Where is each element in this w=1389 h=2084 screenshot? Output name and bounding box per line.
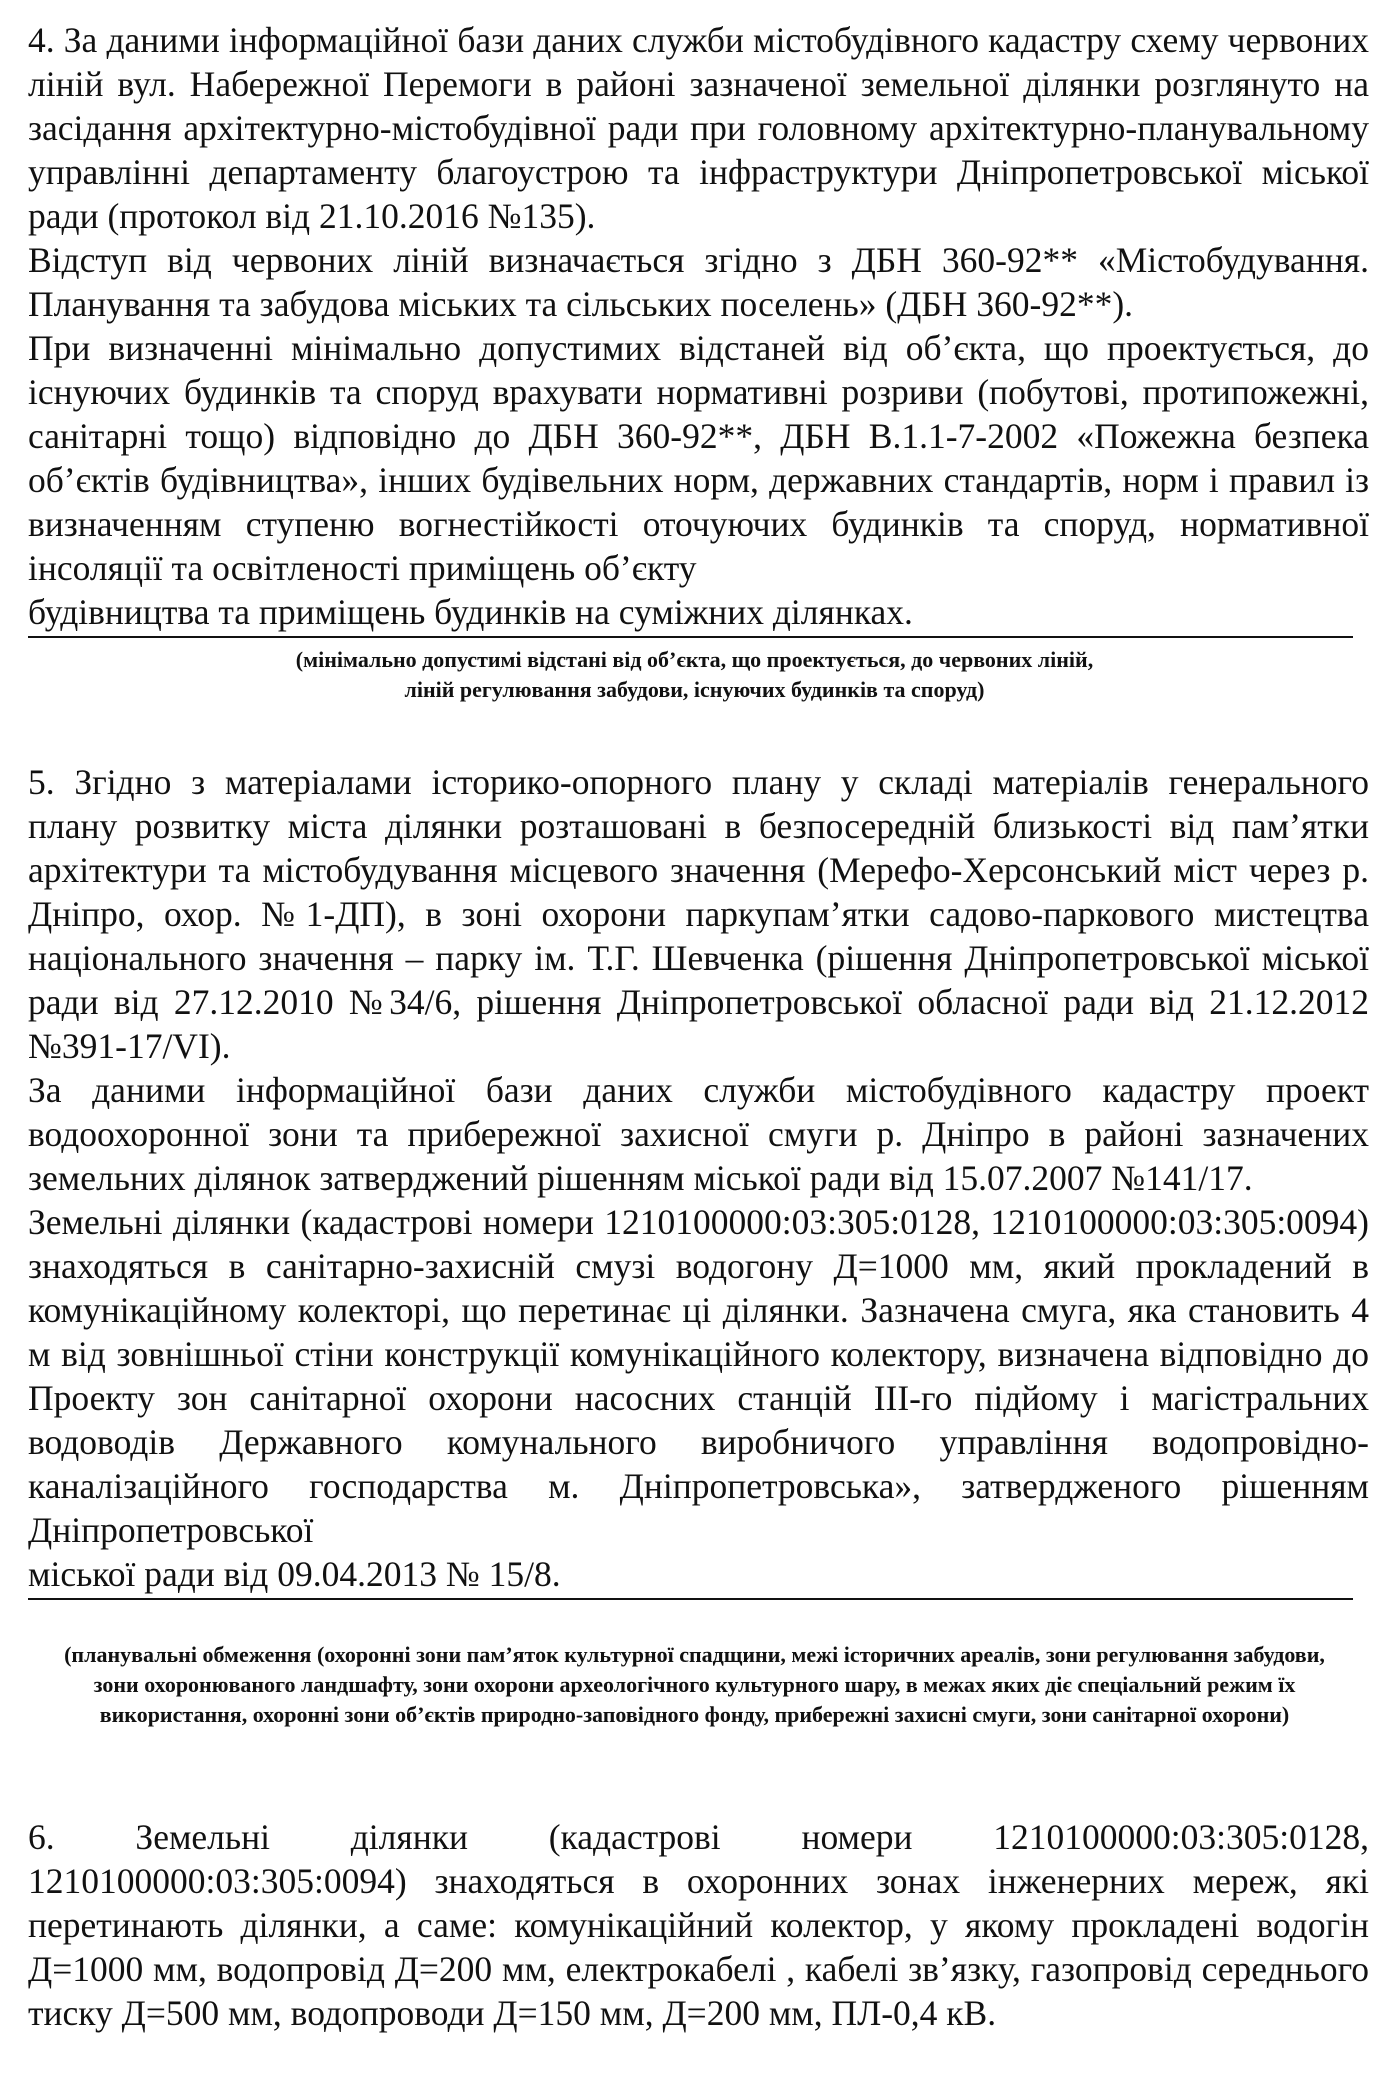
- section-4-caption-line-2: ліній регулювання забудови, існуючих будинків та споруд): [404, 677, 985, 702]
- section-4: [28, 18, 1369, 638]
- section-4-underlined-last-line: будівництва та приміщень будинків на суміжних ділянках.: [28, 590, 1353, 638]
- section-4-caption: [60, 645, 1329, 705]
- section-5-paragraph-2: За даними інформаційної бази даних служби містобудівного кадастру проект водоохоронної зони та прибережної захисної смуги р. Дніпро в районі зазначених земельних ділянок затверджений рішенням міської ради від 15.07.2007 №141/17.: [28, 1070, 1369, 1198]
- section-6: [28, 1815, 1369, 2035]
- section-5-caption: (планувальні обмеження (охоронні зони пам’яток культурної спадщини, межі історичних ареалів, зони регулювання забудови, зони охоронюваного ландшафту, зони охорони археологічного культурного шару, в межах яких діє спеціальний режим їх використання, охоронні зони об’єктів природно-заповідного фонду, прибережні захисні смуги, зони санітарної охорони): [64, 1642, 1325, 1727]
- section-4-paragraph-2: Відступ від червоних ліній визначається згідно з ДБН 360-92** «Містобудування. Планування та забудова міських та сільських поселень» (ДБН 360-92**).: [28, 240, 1369, 324]
- section-4-paragraph-1: 4. За даними інформаційної бази даних служби містобудівного кадастру схему червоних ліній вул. Набережної Перемоги в районі зазначеної земельної ділянки розглянуто на засідання архітектурно-містобудівної ради при головному архітектурно-планувальному управлінні департаменту благоустрою та інфраструктури Дніпропетровської міської ради (протокол від 21.10.2016 №135).: [28, 20, 1369, 236]
- section-5-paragraph-1: 5. Згідно з матеріалами історико-опорного плану у складі матеріалів генерального плану розвитку міста ділянки розташовані в безпосередній близькості від пам’ятки архітектури та містобудування місцевого значення (Мерефо-Херсонський міст через р. Дніпро, охор. №1-ДП), в зоні охорони паркупам’ятки садово-паркового мистецтва національного значення – парку ім. Т.Г. Шевченка (рішення Дніпропетровської міської ради від 27.12.2010 №34/6, рішення Дніпропетровської обласної ради від 21.12.2012 №391-17/VI).: [28, 762, 1369, 1066]
- section-5: [28, 760, 1369, 1600]
- section-5-paragraph-3: Земельні ділянки (кадастрові номери 1210100000:03:305:0128, 1210100000:03:305:0094) знаходяться в санітарно-захисній смузі водогону Д=1000 мм, який прокладений в комунікаційному колекторі, що перетинає ці ділянки. Зазначена смуга, яка становить 4 м від зовнішньої стіни конструкції комунікаційного колектору, визначена відповідно до Проекту зон санітарної охорони насосних станцій ІІІ-го підйому і магістральних водоводів Державного комунального виробничого управління водопровідно-каналізаційного господарства м. Дніпропетровська», затвердженого рішенням Дніпропетровської: [28, 1202, 1369, 1550]
- section-4-paragraph-3: При визначенні мінімально допустимих відстаней від об’єкта, що проектується, до існуючих будинків та споруд врахувати нормативні розриви (побутові, протипожежні, санітарні тощо) відповідно до ДБН 360-92**, ДБН В.1.1-7-2002 «Пожежна безпека об’єктів будівництва», інших будівельних норм, державних стандартів, норм і правил із визначенням ступеню вогнестійкості оточуючих будинків та споруд, нормативної інсоляції та освітленості приміщень об’єкту: [28, 328, 1369, 588]
- section-6-paragraph: 6. Земельні ділянки (кадастрові номери 1210100000:03:305:0128, 1210100000:03:305:0094) знаходяться в охоронних зонах інженерних мереж, які перетинають ділянки, а саме: комунікаційний колектор, у якому прокладені водогін Д=1000 мм, водопровід Д=200 мм, електрокабелі , кабелі зв’язку, газопровід середнього тиску Д=500 мм, водопроводи Д=150 мм, Д=200 мм, ПЛ-0,4 кВ.: [28, 1817, 1369, 2033]
- section-4-caption-line-1: (мінімально допустимі відстані від об’єкта, що проектується, до червоних ліній,: [295, 647, 1094, 672]
- section-5-underlined-last-line: міської ради від 09.04.2013 № 15/8.: [28, 1552, 1353, 1600]
